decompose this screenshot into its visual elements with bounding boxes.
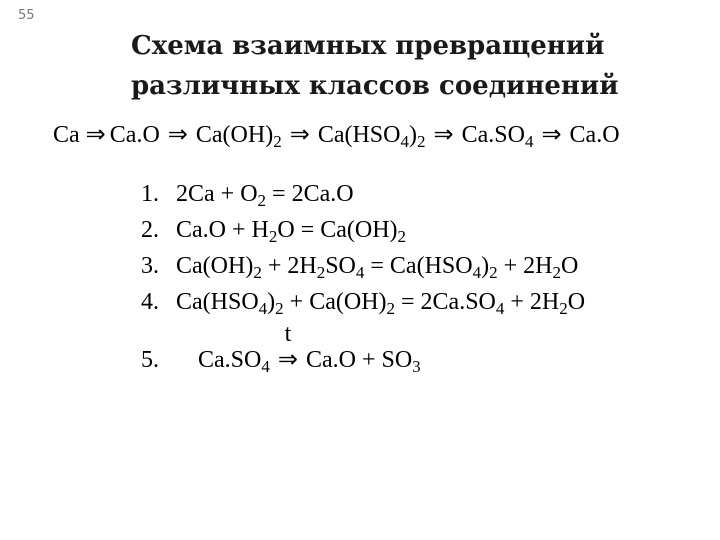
reaction-number: 4. bbox=[141, 289, 159, 315]
formula-part: O bbox=[560, 253, 579, 279]
reaction-4 bbox=[141, 284, 585, 320]
scheme-cahso4-sub1: 4 bbox=[400, 132, 409, 151]
formula-subscript: 2 bbox=[489, 263, 498, 282]
formula-part: 2Ca + O bbox=[176, 181, 258, 207]
formula-part: + 2H bbox=[261, 253, 317, 279]
scheme-cahso4-close: ) bbox=[408, 122, 417, 148]
reaction5-arrow: ⇒ bbox=[277, 347, 298, 373]
reaction-1 bbox=[141, 176, 585, 212]
reaction-list bbox=[141, 176, 585, 320]
scheme-caoh2 bbox=[195, 122, 282, 151]
formula-part: Ca(OH) bbox=[176, 253, 254, 279]
heating-condition-label: t bbox=[284, 321, 292, 347]
formula-part: Ca.O + H bbox=[176, 217, 269, 243]
formula-part: SO bbox=[325, 253, 356, 279]
formula-part: O bbox=[567, 289, 586, 315]
formula-part: + 2H bbox=[504, 289, 560, 315]
formula-part: ) bbox=[267, 289, 276, 315]
scheme-cahso4-sub2: 2 bbox=[416, 132, 426, 151]
formula-subscript: 2 bbox=[253, 263, 262, 282]
formula-part: + 2H bbox=[497, 253, 553, 279]
scheme-cahso4-text: Ca(HSO bbox=[317, 122, 401, 148]
formula-subscript: 2 bbox=[386, 299, 396, 318]
scheme-cao-final: Ca.O bbox=[569, 122, 620, 148]
conversion-scheme bbox=[53, 120, 620, 150]
scheme-ca: Ca bbox=[53, 122, 80, 148]
formula-subscript: 2 bbox=[257, 191, 267, 210]
scheme-arrow-3: ⇒ bbox=[289, 122, 310, 148]
formula-subscript: 4 bbox=[355, 263, 365, 282]
formula-part: = Ca(HSO bbox=[364, 253, 473, 279]
scheme-cao: Ca.O bbox=[109, 122, 160, 148]
reaction5-products: Ca.O + SO bbox=[305, 347, 413, 373]
reaction-text bbox=[176, 289, 586, 318]
reaction-2 bbox=[141, 212, 585, 248]
formula-subscript: 4 bbox=[495, 299, 505, 318]
formula-part: + Ca(OH) bbox=[283, 289, 387, 315]
reaction-number: 1. bbox=[141, 181, 159, 207]
formula-subscript: 4 bbox=[472, 263, 482, 282]
reaction-text bbox=[198, 321, 421, 376]
reaction-number: 2. bbox=[141, 217, 159, 243]
reaction-3 bbox=[141, 248, 585, 284]
scheme-caso4-sub: 4 bbox=[524, 132, 534, 151]
scheme-arrow-4: ⇒ bbox=[433, 122, 454, 148]
formula-part: Ca(HSO bbox=[176, 289, 259, 315]
scheme-arrow-1: ⇒ bbox=[85, 122, 106, 148]
reaction5-product-sub: 3 bbox=[412, 357, 421, 376]
formula-subscript: 2 bbox=[559, 299, 568, 318]
reaction-number: 3. bbox=[141, 253, 159, 279]
reaction-number: 5. bbox=[141, 347, 159, 373]
formula-part: = 2Ca.O bbox=[266, 181, 354, 207]
reaction5-reactant-sub: 4 bbox=[261, 357, 270, 376]
formula-subscript: 2 bbox=[552, 263, 561, 282]
formula-subscript: 2 bbox=[316, 263, 326, 282]
scheme-caso4-text: Ca.SO bbox=[461, 122, 525, 148]
scheme-cahso4 bbox=[317, 122, 426, 151]
formula-subscript: 2 bbox=[397, 227, 407, 246]
reaction-text bbox=[176, 217, 407, 246]
reaction-5 bbox=[141, 321, 421, 378]
scheme-arrow-5: ⇒ bbox=[541, 122, 562, 148]
formula-subscript: 4 bbox=[258, 299, 268, 318]
slide-title bbox=[131, 26, 691, 106]
reaction-text bbox=[176, 253, 579, 282]
heating-arrow bbox=[270, 321, 306, 378]
scheme-arrow-2: ⇒ bbox=[167, 122, 188, 148]
scheme-caoh2-text: Ca(OH) bbox=[195, 122, 274, 148]
title-line-2: различных классов соединений bbox=[131, 71, 619, 101]
reaction-text bbox=[176, 181, 354, 210]
title-line-1: Схема взаимных превращений bbox=[131, 31, 605, 61]
page-number: 55 bbox=[18, 8, 35, 23]
reaction5-reactant: Ca.SO bbox=[198, 347, 262, 373]
formula-part: ) bbox=[481, 253, 490, 279]
formula-part: O = Ca(OH) bbox=[277, 217, 398, 243]
formula-subscript: 2 bbox=[268, 227, 278, 246]
formula-part: = 2Ca.SO bbox=[395, 289, 496, 315]
formula-subscript: 2 bbox=[275, 299, 284, 318]
scheme-caoh2-sub: 2 bbox=[273, 132, 282, 151]
scheme-caso4 bbox=[461, 122, 534, 151]
